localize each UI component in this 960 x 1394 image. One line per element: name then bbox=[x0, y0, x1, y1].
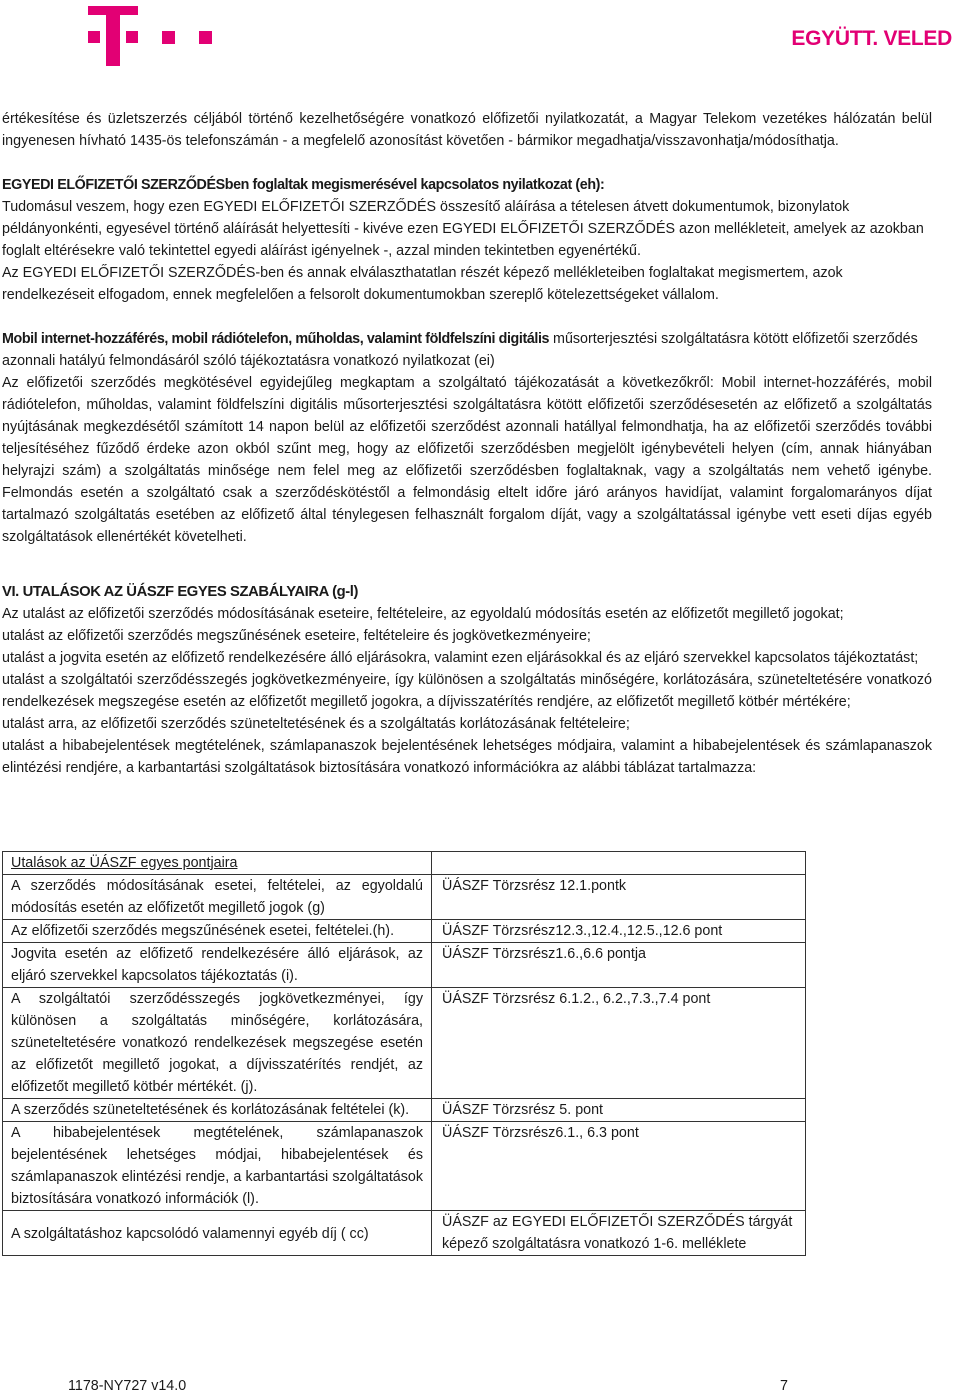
table-cell: A hibabejelentések megtételének, számlapanaszok bejelentésének lehetséges módjai, hibabejelentések és számlapanaszok elintézési rendje, a karbantartási szolgáltatások biztosítására vonatkozó információk (l). bbox=[3, 1122, 432, 1211]
table-cell: ÜÁSZF Törzsrész 12.1.pontk bbox=[432, 875, 806, 920]
section-vi-line: Az utalást az előfizetői szerződés módosításának eseteire, feltételeire, az egyoldalú módosítás esetén az előfizetőt megillető jogokat; bbox=[2, 606, 844, 622]
table-row bbox=[3, 852, 806, 875]
mobile-paragraph: Az előfizetői szerződés megkötésével egyidejűleg megkaptam a szolgáltató tájékozatását a következőkről: Mobil internet-hozzáférés, mobil rádiótelefon, műholdas, valamint földfelszíni digitális műsorterjesztési szolgáltatásra kötött előfizetői szerződésesetén az előfizető a szolgáltatás nyújtásának megkezdésétől számított 14 napon belül az előfizetői szerződést azonnali hatállyal felmondhatja, ha az előfizetői szerződés további teljesítéséhez fűződő érdeke azon okból szűnt meg, hogy az előfizetői szerződésben megjelölt igénybevételi helyen (cím, annak hiányában helyrajzi szám) a szolgáltatás minősége nem felel meg az előfizetői szerződésben foglaltaknak, vagy a szolgáltatás nem vehető igénybe. Felmondás esetén a szolgáltató csak a szerződéskötéstől a felmondásig eltelt időre járó arányos havidíjat, valamint forgalomarányos díjat tartalmazó szolgáltatás esetében az előfizető által ténylegesen felhasznált forgalom díját, vagy a szolgáltatással igénybe vett eseti díjas egyéb szolgáltatások ellenértékét követelheti. bbox=[2, 375, 932, 545]
table-cell: A szerződés szüneteltetésének és korlátozásának feltételei (k). bbox=[3, 1099, 432, 1122]
table-header-cell: Utalások az ÜÁSZF egyes pontjaira bbox=[3, 852, 432, 875]
table-cell: A szolgáltatói szerződésszegés jogkövetkezményei, így különösen a szolgáltatás minőségére, korlátozására, szüneteltetésére vonatkozó rendelkezések megszegése esetén az előfizetőt megillető jogokat, a díjvisszatérítés rendjét, az előfizetőt megillető kötbér mértékét. (j). bbox=[3, 988, 432, 1099]
table-cell: Az előfizetői szerződés megszűnésének esetei, feltételei.(h). bbox=[3, 920, 432, 943]
references-table bbox=[2, 851, 806, 1256]
section-vi-line: utalást az előfizetői szerződés megszűnésének eseteire, feltételeire és jogkövetkezményeire; bbox=[2, 628, 591, 644]
table-cell: ÜÁSZF Törzsrész12.3.,12.4.,12.5.,12.6 pont bbox=[432, 920, 806, 943]
brand-slogan: EGYÜTT. VELED bbox=[791, 27, 952, 50]
table-row bbox=[3, 1122, 806, 1211]
table-cell bbox=[432, 852, 806, 875]
intro-paragraph: értékesítése és üzletszerzés céljából történő kezelhetőségére vonatkozó előfizetői nyilatkozatát, a Magyar Telekom vezetékes hálózatán belül ingyenesen hívható 1435-ös telefonszámán - a megfelelő azonosítást követően - bármikor megadhatja/visszavonhatja/módosíthatja. bbox=[2, 111, 932, 149]
contract-paragraph-2: Az EGYEDI ELŐFIZETŐI SZERZŐDÉS-ben és annak elválaszthatatlan részét képező mellékleteiben foglaltakat megismertem, azok rendelkezéseit elfogadom, ennek megfelelően a felsorolt dokumentumokban szereplő kötelezettségeket vállalom. bbox=[2, 265, 843, 303]
table-cell: Jogvita esetén az előfizető rendelkezésére álló eljárások, az eljáró szervekkel kapcsolatos tájékoztatás (i). bbox=[3, 943, 432, 988]
table-cell: ÜÁSZF az EGYEDI ELŐFIZETŐI SZERZŐDÉS tárgyát képező szolgáltatásra vonatkozó 1-6. melléklete bbox=[432, 1211, 806, 1256]
document-id: 1178-NY727 v14.0 bbox=[68, 1378, 187, 1394]
section-vi-line: utalást a jogvita esetén az előfizető rendelkezésére álló eljárásokra, valamint ezen eljárásokkal és az eljáró szervekkel kapcsolatos tájékoztatást; bbox=[2, 650, 919, 666]
table-cell: ÜÁSZF Törzsrész1.6.,6.6 pontja bbox=[432, 943, 806, 988]
table-row bbox=[3, 875, 806, 920]
contract-paragraph-1: Tudomásul veszem, hogy ezen EGYEDI ELŐFIZETŐI SZERZŐDÉS összesítő aláírása a tételesen átvett dokumentumok, bizonylatok példányonkénti, egyesével történő aláírását helyettesíti - kivéve ezen EGYEDI ELŐFIZETŐI SZERZŐDÉS azon mellékleteit, amelyek az azokban foglalt eltérésekre való tekintettel egyedi aláírást igényelnek -, azzal minden tekintetben egyenértékű. bbox=[2, 199, 924, 259]
telekom-logo-icon bbox=[88, 6, 218, 68]
table-row bbox=[3, 920, 806, 943]
table-cell: ÜÁSZF Törzsrész 6.1.2., 6.2.,7.3.,7.4 pont bbox=[432, 988, 806, 1099]
mobile-heading-rest: műsorterjesztési szolgáltatásra kötött előfizetői szerződés azonnali hatályú felmondásáról szóló tájékoztatásra vonatkozó nyilatkozat (ei) bbox=[2, 331, 918, 369]
telekom-t-logo bbox=[88, 6, 218, 68]
table-row bbox=[3, 1211, 806, 1256]
section-vi-heading: VI. UTALÁSOK AZ ÜÁSZF EGYES SZABÁLYAIRA (g-l) bbox=[2, 584, 359, 600]
table-cell: A szolgáltatáshoz kapcsolódó valamennyi egyéb díj ( cc) bbox=[3, 1211, 432, 1256]
document-body bbox=[2, 108, 932, 779]
mobile-heading-bold: Mobil internet-hozzáférés, mobil rádiótelefon, műholdas, valamint földfelszíni digitális bbox=[2, 331, 550, 347]
page-number: 7 bbox=[780, 1378, 788, 1394]
section-vi-line: utalást a hibabejelentések megtételének, számlapanaszok bejelentésének lehetséges módjaira, valamint a hibabejelentések és számlapanaszok elintézési rendjére, a karbantartási szolgáltatások biztosítására vonatkozó információkra az alábbi táblázat tartalmazza: bbox=[2, 738, 932, 776]
contract-heading: EGYEDI ELŐFIZETŐI SZERZŐDÉSben foglaltak megismerésével kapcsolatos nyilatkozat (eh): bbox=[2, 177, 605, 193]
table-cell: A szerződés módosításának esetei, feltételei, az egyoldalú módosítás esetén az előfizetőt megillető jogok (g) bbox=[3, 875, 432, 920]
mobile-heading bbox=[2, 328, 932, 372]
section-vi-line: utalást arra, az előfizetői szerződés szüneteltetésének és a szolgáltatás korlátozásának feltételeire; bbox=[2, 716, 630, 732]
table-cell: ÜÁSZF Törzsrész 5. pont bbox=[432, 1099, 806, 1122]
table-row bbox=[3, 943, 806, 988]
table-row bbox=[3, 988, 806, 1099]
table-cell: ÜÁSZF Törzsrész6.1., 6.3 pont bbox=[432, 1122, 806, 1211]
table-row bbox=[3, 1099, 806, 1122]
section-vi-line: utalást a szolgáltatói szerződésszegés jogkövetkezményeire, így különösen a szolgáltatás minőségére, korlátozására, szüneteltetésére vonatkozó rendelkezések megszegése esetén az előfizetőt megillető jogokra, a díjvisszatérítés rendjére, az előfizetőt megillető kötbér mértékére; bbox=[2, 672, 932, 710]
